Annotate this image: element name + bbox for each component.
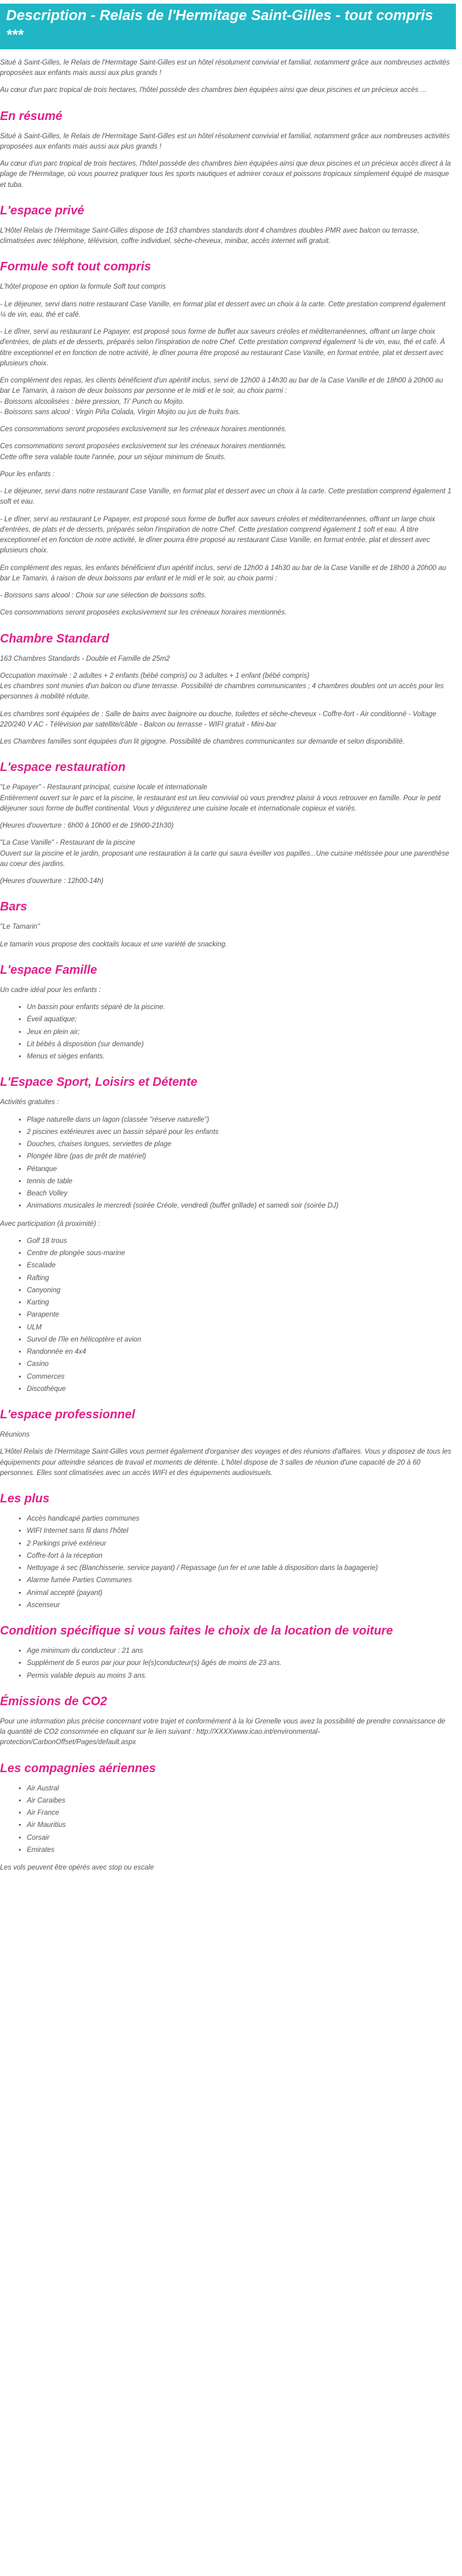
list-item: • Alarme fumée Parties Communes (27, 1575, 452, 1586)
page-title: Description - Relais de l'Hermitage Saint-Gilles - tout compris *** (0, 4, 456, 49)
list-item: • Air Caraibes (27, 1796, 452, 1806)
formule-paragraph (0, 376, 452, 418)
list-item: • WIFI Internet sans fil dans l'hôtel (27, 1526, 452, 1536)
list-item: • 2 piscines extérieures avec un bassin séparé pour les enfants (27, 1127, 452, 1138)
formule-line: Cette offre sera valable toute l'année, pour un séjour minimum de 5nuits. (0, 453, 226, 461)
restauration-paragraph (0, 783, 452, 814)
formule-paragraph: L'hôtel propose en option la formule Soft tout compris (0, 283, 166, 291)
formule-paragraph: Ces consommations seront proposées exclusivement sur les créneaux horaires mentionnés. (0, 609, 287, 617)
section-heading-bars: Bars (0, 900, 27, 914)
list-item: • Air France (27, 1808, 452, 1818)
section-heading-prive: L'espace privé (0, 203, 85, 217)
chambre-paragraph: 163 Chambres Standards - Double et Famille de 25m2 (0, 655, 170, 663)
list-item: • Commerces (27, 1372, 452, 1382)
restauration-line: Entièrement ouvert sur le parc et la piscine, le restaurant est un lieu convivial où vous prendrez plaisir à vous retrouver en famille. Pour le petit déjeuner sous forme de buffet continental. Vous y dégusterez une cuisine locale et internationale copieux et variés. (0, 794, 441, 812)
list-item: • Casino (27, 1359, 452, 1370)
description-content (0, 58, 456, 1874)
list-item: • Animations musicales le mercredi (soirée Créole, vendredi (buffet grillade) et samedi soir (soirée DJ) (27, 1201, 452, 1211)
famille-list (0, 1002, 452, 1062)
list-item: • tennis de table (27, 1177, 452, 1187)
list-item: • Douches, chaises longues, serviettes de plage (27, 1139, 452, 1150)
formule-paragraph: - Le déjeuner, servi dans notre restaurant Case Vanille, en format plat et dessert avec un choix à la carte. Cette prestation comprend également ¼ de vin, eau, thé et café. (0, 300, 446, 318)
resume-paragraph-2: Au cœur d'un parc tropical de trois hectares, l'hôtel possède des chambres bien équipées ainsi que deux piscines et un précieux accès direct à la plage de l'Hermitage, où vous pourrez pratiquer tous les sports nautiques et admirer coraux et poissons tropicaux simplement équipé de masque et tuba. (0, 160, 451, 189)
sport-paid-intro: Avec participation (à proximité) : (0, 1220, 101, 1228)
bars-paragraph: Le tamarin vous propose des cocktails locaux et une variété de snacking. (0, 940, 227, 948)
compagnies-footer: Les vols peuvent être opérés avec stop ou escale (0, 1864, 154, 1872)
list-item: • Ascenseur (27, 1600, 452, 1611)
chambre-paragraph: Les Chambres familles sont équipées d'un lit gigogne. Possibilité de chambres communicantes sur demande et selon disponibilité. (0, 738, 405, 746)
list-item: • Survol de l'île en hélicoptère et avion (27, 1335, 452, 1345)
formule-line: - Boissons sans alcool : Virgin Piña Colada, Virgin Mojito ou jus de fruits frais. (0, 408, 241, 416)
list-item: • Animal accepté (payant) (27, 1588, 452, 1599)
list-item: • Air Mauritius (27, 1820, 452, 1831)
list-item: • Accès handicapé parties communes (27, 1514, 452, 1524)
list-item: • Parapente (27, 1310, 452, 1320)
formule-paragraph: - Le dîner, servi au restaurant Le Papayer, est proposé sous forme de buffet aux saveurs créoles et méditerranéennes, offrant un large choix d'entrées, de plats et de desserts, préparés selon l'inspiration de notre Chef. Cette prestation comprend également 1 soft et eau. À titre exceptionnel et en fonction de notre activité, le dîner pourra être proposé au restaurant Case Vanille, en format entrée, plat et dessert avec plusieurs choix. (0, 515, 436, 555)
formule-line: Ces consommations seront proposées exclusivement sur les créneaux horaires mentionnés. (0, 443, 287, 451)
section-heading-pro: L'espace professionnel (0, 1408, 135, 1422)
list-item: • Beach Volley (27, 1189, 452, 1199)
section-heading-formule: Formule soft tout compris (0, 260, 151, 274)
pro-paragraph: L'Hôtel Relais de l'Hermitage Saint-Gilles vous permet également d'organiser des voyages et des réunions d'affaires. Vous y disposez de tous les équipements pour atteindre séances de travail et moments de détente. L'hôtel dispose de 3 salles de réunion d'une capacité de 20 à 60 personnes. Elles sont climatisées avec un accès WIFI et des équipements audiovisuels. (0, 1448, 452, 1477)
list-item: • Menus et sièges enfants. (27, 1052, 452, 1062)
list-item: • 2 Parkings privé extérieur (27, 1539, 452, 1549)
section-heading-co2: Émissions de CO2 (0, 1694, 107, 1708)
list-item: • Éveil aquatique; (27, 1015, 452, 1025)
formule-paragraph: En complément des repas, les enfants bénéficient d'un apéritif inclus, servi de 12h00 à 14h30 au bar de la Case Vanille et de 18h00 à 20h00 au bar Le Tamarin, à raison de deux boissons par enfant et le midi et le soir, au choix parmi : (0, 564, 446, 582)
prive-paragraph: L'Hôtel Relais de l'Hermitage Saint-Gilles dispose de 163 chambres standards dont 4 chambres doubles PMR avec balcon ou terrasse, climatisées avec téléphone, télévision, coffre individuel, sèche-cheveux, minibar, accès internet wifi gratuit. (0, 227, 419, 245)
list-item: • Golf 18 trous (27, 1236, 452, 1247)
list-item: • Karting (27, 1298, 452, 1308)
intro-paragraph-1: Situé à Saint-Gilles, le Relais de l'Hermitage Saint-Gilles est un hôtel résolument convivial et familial, notamment grâce aux nombreuses activités proposées aux enfants mais aussi aux plus grands ! (0, 58, 450, 77)
resume-paragraph-1: Situé à Saint-Gilles, le Relais de l'Hermitage Saint-Gilles est un hôtel résolument convivial et familial, notamment grâce aux nombreuses activités proposées aux enfants mais aussi aux plus grands ! (0, 132, 450, 150)
formule-paragraph: - Le dîner, servi au restaurant Le Papayer, est proposé sous forme de buffet aux saveurs créoles et méditerranéennes, offrant un large choix d'entrées, de plats et de desserts, préparés selon l'inspiration de notre Chef. Cette prestation comprend également ¼ de vin, eau, thé et café. À titre exceptionnel et en fonction de notre activité, le dîner pourra être proposé au restaurant Case Vanille, en format entrée, plat et dessert avec plusieurs choix. (0, 328, 445, 367)
section-heading-plus: Les plus (0, 1492, 50, 1506)
list-item: • Air Austral (27, 1784, 452, 1794)
formule-paragraph: - Le déjeuner, servi dans notre restaurant Case Vanille, en format plat et dessert avec un choix à la carte. Cette prestation comprend également 1 soft et eau. (0, 488, 452, 506)
co2-paragraph: Pour une information plus précise concernant votre trajet et conformément à la loi Grenelle vous avez la possibilité de prendre connaissance de la quantité de CO2 consommée en cliquant sur le lien suivant : http://XXXXwww.icao.int/environmental-protection/CarbonOffset/Pages/default.aspx (0, 1717, 446, 1747)
compagnies-list (0, 1784, 452, 1856)
list-item: • Centre de plongée sous-marine (27, 1248, 452, 1259)
section-heading-famille: L'espace Famille (0, 963, 98, 977)
list-item: • Supplément de 5 euros par jour pour le(s)conducteur(s) âgés de moins de 23 ans. (27, 1658, 452, 1669)
list-item: • ULM (27, 1323, 452, 1333)
sport-free-list (0, 1115, 452, 1212)
restauration-paragraph: (Heures d'ouverture : 12h00-14h) (0, 878, 104, 885)
list-item: • Pétanque (27, 1164, 452, 1175)
section-heading-resume: En résumé (0, 109, 63, 123)
section-heading-sport: L'Espace Sport, Loisirs et Détente (0, 1075, 197, 1089)
location-list (0, 1646, 452, 1681)
pro-paragraph: Réunions (0, 1431, 30, 1439)
list-item: • Emirates (27, 1845, 452, 1856)
list-item: • Plongée libre (pas de prêt de matériel) (27, 1152, 452, 1162)
list-item: • Escalade (27, 1261, 452, 1271)
list-item: • Age minimum du conducteur : 21 ans (27, 1646, 452, 1656)
section-heading-chambre: Chambre Standard (0, 632, 109, 646)
section-heading-compagnies: Les compagnies aériennes (0, 1761, 156, 1775)
formule-paragraph (0, 442, 452, 463)
plus-list (0, 1514, 452, 1611)
list-item: • Permis valable depuis au moins 3 ans. (27, 1671, 452, 1681)
chambre-line: Les chambres sont munies d'un balcon ou d'une terrasse. Possibilité de chambres communicantes ; 4 chambres doubles ont un accès pour les personnes à mobilité réduite. (0, 683, 444, 701)
list-item: • Un bassin pour enfants séparé de la piscine. (27, 1002, 452, 1013)
section-heading-location: Condition spécifique si vous faites le choix de la location de voiture (0, 1624, 393, 1638)
list-item: • Nettoyage à sec (Blanchisserie, service payant) / Repassage (un fer et une table à disposition dans la bagagerie) (27, 1563, 452, 1574)
formule-line: En complément des repas, les clients bénéficient d'un apéritif inclus, servi de 12h00 à 14h30 au bar de la Case Vanille et de 18h00 à 20h00 au bar Le Tamarin, à raison de deux boissons par personne et le midi et le soir, au choix parmi : (0, 377, 443, 395)
intro-paragraph-2: Au cœur d'un parc tropical de trois hectares, l'hôtel possède des chambres bien équipées ainsi que deux piscines et un précieux accès ... (0, 86, 427, 94)
list-item: • Canyoning (27, 1286, 452, 1296)
bars-paragraph: "Le Tamarin" (0, 923, 40, 931)
list-item: • Discothèque (27, 1384, 452, 1395)
restauration-paragraph (0, 838, 452, 870)
restauration-paragraph: (Heures d'ouverture : 6h00 à 10h00 et de 19h00-21h30) (0, 822, 174, 830)
chambre-paragraph (0, 671, 452, 703)
section-heading-restauration: L'espace restauration (0, 761, 126, 775)
sport-free-intro: Activités gratuites : (0, 1099, 59, 1107)
formule-line: - Boissons alcoolisées : bière pression, Ti' Punch ou Mojito. (0, 398, 185, 406)
list-item: • Lit bébés à disposition (sur demande) (27, 1040, 452, 1050)
list-item: • Coffre-fort à la réception (27, 1551, 452, 1561)
restauration-line: "Le Papayer" - Restaurant principal, cuisine locale et internationale (0, 784, 207, 792)
list-item: • Plage naturelle dans un lagon (classée "réserve naturelle") (27, 1115, 452, 1125)
formule-paragraph: Ces consommations seront proposées exclusivement sur les créneaux horaires mentionnés. (0, 426, 287, 434)
list-item: • Corsair (27, 1833, 452, 1843)
list-item: • Jeux en plein air; (27, 1027, 452, 1038)
formule-paragraph: Pour les enfants : (0, 470, 55, 478)
formule-paragraph: - Boissons sans alcool : Choix sur une sélection de boissons softs. (0, 592, 207, 600)
restauration-line: "La Case Vanille" - Restaurant de la piscine (0, 839, 135, 847)
list-item: • Randonnée en 4x4 (27, 1347, 452, 1357)
chambre-paragraph: Les chambres sont équipées de : Salle de bains avec baignoire ou douche, toilettes et sèche-cheveux - Coffre-fort - Air conditionné - Voltage 220/240 V AC - Télévision par satellite/câble - Balcon ou terrasse - WIFI gratuit - Mini-bar (0, 710, 436, 728)
chambre-line: Occupation maximale : 2 adultes + 2 enfants (bébé compris) ou 3 adultes + 1 enfant (bébé compris) (0, 672, 310, 680)
restauration-line: Ouvert sur la piscine et le jardin, proposant une restauration à la carte qui saura éveiller vos papilles...Une cuisine métissée pour une parenthèse au coeur des jardins. (0, 850, 450, 868)
famille-intro: Un cadre idéal pour les enfants : (0, 986, 101, 994)
sport-paid-list (0, 1236, 452, 1395)
list-item: • Rafting (27, 1273, 452, 1284)
